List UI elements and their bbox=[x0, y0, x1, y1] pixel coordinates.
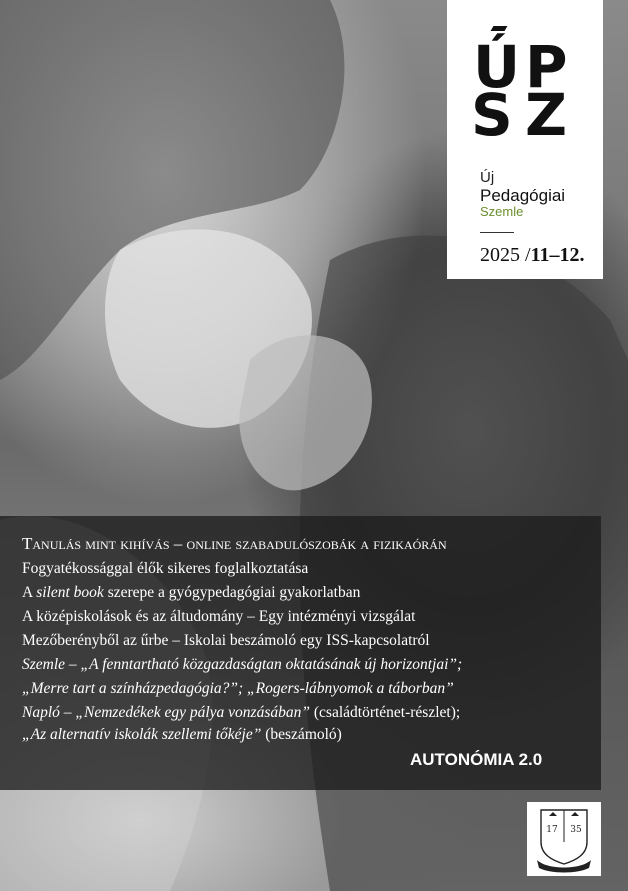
contents-line-8 bbox=[22, 704, 460, 722]
logo-accent-mark bbox=[491, 26, 508, 31]
logo-letter-s: S bbox=[471, 81, 513, 149]
contents-line-8-end: (családtörténet-részlet); bbox=[310, 704, 461, 721]
contents-line-2: Fogyatékossággal élők sikeres foglalkoztatása bbox=[22, 560, 309, 577]
contents-lead-subtitle: – online szabadulószobák a fizikaórán bbox=[169, 534, 447, 553]
logo-letter-z: Z bbox=[525, 81, 568, 149]
issue-number: 11–12. bbox=[530, 244, 585, 266]
seal-year-left: 17 bbox=[546, 825, 558, 835]
issue-year: 2025 / bbox=[480, 244, 531, 266]
contents-line-4: A középiskolások és az áltudomány – Egy intézményi vizsgálat bbox=[22, 608, 416, 625]
contents-line-7 bbox=[22, 680, 454, 698]
contents-line-8-italic: Napló – „Nemzedékek egy pálya vonzásában” bbox=[22, 704, 310, 721]
contents-line-3-italic: silent book bbox=[36, 584, 104, 601]
brand-line-pedagogiai: Pedagógiai bbox=[480, 186, 566, 205]
contents-line-3 bbox=[22, 584, 360, 602]
seal-year-right: 35 bbox=[570, 825, 582, 835]
contents-line-6 bbox=[22, 656, 462, 674]
contents-line-6-text: Szemle – „A fenntartható közgazdaságtan oktatásának új horizontjai”; bbox=[22, 656, 463, 673]
contents-line-5: Mezőberényből az űrbe – Iskolai beszámoló egy ISS-kapcsolatról bbox=[22, 632, 430, 649]
contents-panel bbox=[0, 516, 601, 790]
contents-line-3-start: A bbox=[22, 584, 37, 601]
contents-line-7-text: „Merre tart a színházpedagógia?”; „Rogers-lábnyomok a táborban” bbox=[22, 680, 454, 697]
contents-line-9-italic: „Az alternatív iskolák szellemi tőkéje” bbox=[22, 726, 262, 743]
brand-divider bbox=[480, 232, 514, 233]
institution-seal-icon bbox=[527, 802, 601, 876]
contents-line-9-end: (beszámoló) bbox=[261, 726, 342, 743]
contents-lead-title: Tanulás mint kihívás bbox=[22, 534, 170, 553]
contents-line-9 bbox=[22, 726, 342, 744]
brand-line-szemle: Szemle bbox=[480, 204, 524, 219]
issue-label bbox=[480, 244, 584, 267]
brand-line-uj: Új bbox=[480, 169, 495, 186]
contents-line-3-end: szerepe a gyógypedagógiai gyakorlatban bbox=[103, 584, 361, 601]
logo-letter-p: P bbox=[525, 33, 568, 101]
masthead bbox=[447, 0, 603, 279]
contents-line-1 bbox=[22, 534, 447, 554]
issue-theme-title: AUTONÓMIA 2.0 bbox=[410, 750, 543, 769]
logo-letter-u: Ú bbox=[473, 33, 519, 101]
